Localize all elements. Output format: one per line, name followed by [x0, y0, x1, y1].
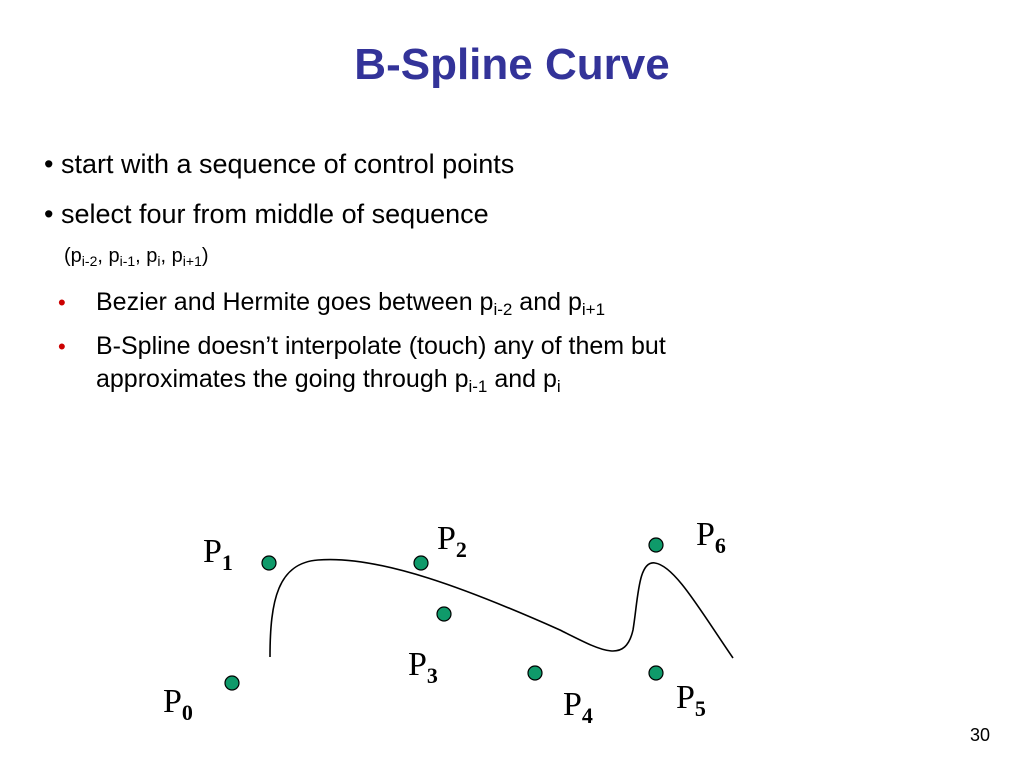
tuple-text: , p: [97, 245, 120, 267]
tuple-subscript: i-1: [119, 253, 136, 269]
control-point-label: P6: [696, 516, 726, 558]
sub-bullet-marker: •: [58, 290, 66, 315]
slide-title: B-Spline Curve: [354, 40, 670, 89]
sub-bullet-2-line-1: B-Spline doesn’t interpolate (touch) any of them but: [96, 332, 666, 360]
control-point-label: P3: [408, 646, 438, 688]
tuple-subscript: i+1: [182, 253, 202, 269]
control-point-label: P4: [563, 686, 593, 728]
control-point-p0: [163, 676, 239, 725]
sub-bullet-1-text: Bezier and Hermite goes between p: [96, 288, 494, 316]
control-point-label: P0: [163, 683, 193, 725]
control-point-dot: [528, 666, 542, 680]
control-point-p2: [414, 520, 467, 570]
control-point-dot: [414, 556, 428, 570]
subscript: i: [556, 377, 561, 396]
page-number: 30: [969, 725, 990, 745]
bullet-2-text: select four from middle of sequence: [60, 199, 489, 229]
control-point-label: P5: [676, 679, 706, 721]
control-point-p4: [528, 666, 593, 728]
control-point-dot: [649, 666, 663, 680]
tuple-text: , p: [135, 245, 158, 267]
sub-bullet-2-text: approximates the going through p: [96, 365, 469, 393]
sub-bullet-2-text: and p: [487, 365, 557, 393]
bullet-1-text: start with a sequence of control points: [60, 149, 515, 179]
control-point-dot: [225, 676, 239, 690]
subscript: i-2: [493, 300, 513, 319]
control-point-label: P2: [437, 520, 467, 562]
subscript: i-1: [468, 377, 488, 396]
control-point-label: P1: [203, 533, 233, 575]
tuple-text: , p: [160, 245, 183, 267]
control-point-p6: [649, 516, 726, 558]
tuple-text: (p: [64, 245, 82, 267]
tuple-subscript: i: [157, 253, 161, 269]
tuple-subscript: i-2: [81, 253, 98, 269]
bullet-marker: •: [44, 199, 54, 229]
spline-curve: [270, 560, 733, 658]
control-point-dot: [649, 538, 663, 552]
tuple-text: ): [201, 245, 209, 267]
control-point-p5: [649, 666, 706, 721]
control-point-dot: [262, 556, 276, 570]
sub-bullet-marker: •: [58, 334, 66, 359]
control-point-dot: [437, 607, 451, 621]
control-point-p1: [203, 533, 276, 575]
sub-bullet-1-text: and p: [512, 288, 582, 316]
control-point-p3: [408, 607, 451, 688]
subscript: i+1: [581, 300, 606, 319]
bullet-marker: •: [44, 149, 54, 179]
